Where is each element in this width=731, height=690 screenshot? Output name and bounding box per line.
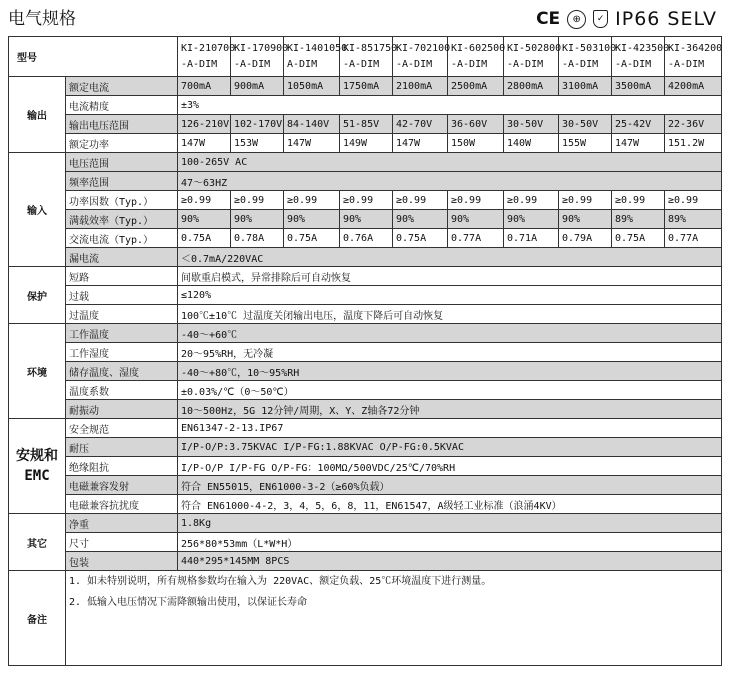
notes-content (66, 571, 722, 666)
model-suffix: -A-DIM (615, 58, 652, 70)
param-label: 绝缘阻抗 (66, 457, 178, 476)
spec-value: 153W (231, 134, 284, 153)
spec-value: I/P-O/P I/P-FG O/P-FG：100MΩ/500VDC/25℃/70%RH (178, 457, 722, 476)
param-label: 包装 (66, 552, 178, 571)
param-label: 电磁兼容抗扰度 (66, 495, 178, 514)
spec-row (9, 305, 722, 324)
spec-row (9, 115, 722, 134)
spec-value: 440*295*145MM 8PCS (178, 552, 722, 571)
spec-value: ±0.03%/℃（0～50℃） (178, 381, 722, 400)
spec-value: 147W (612, 134, 665, 153)
model-suffix: -A-DIM (507, 58, 544, 70)
spec-value: ≤120% (178, 286, 722, 305)
spec-value: 90% (448, 210, 504, 229)
spec-value: ≥0.99 (284, 191, 340, 210)
model-suffix: -A-DIM (343, 58, 380, 70)
spec-row (9, 153, 722, 172)
spec-value: 90% (559, 210, 612, 229)
param-label: 耐振动 (66, 400, 178, 419)
spec-value: 151.2W (665, 134, 722, 153)
spec-value: 47～63HZ (178, 172, 722, 191)
spec-row (9, 324, 722, 343)
spec-value: 90% (231, 210, 284, 229)
spec-value: 90% (284, 210, 340, 229)
spec-value: 89% (612, 210, 665, 229)
spec-row (9, 419, 722, 438)
spec-value: ≥0.99 (393, 191, 448, 210)
param-label: 工作温度 (66, 324, 178, 343)
section-label: 其它 (9, 514, 66, 571)
spec-row (9, 229, 722, 248)
spec-row (9, 400, 722, 419)
spec-row (9, 191, 722, 210)
spec-row (9, 457, 722, 476)
spec-value: 90% (393, 210, 448, 229)
notes-label: 备注 (9, 571, 66, 666)
notes-row (9, 571, 722, 666)
model-suffix: -A-DIM (181, 58, 218, 70)
spec-row (9, 210, 722, 229)
spec-value: ≥0.99 (665, 191, 722, 210)
model-cell (284, 37, 348, 77)
spec-value: 3500mA (612, 77, 665, 96)
model-name: KI-170900 (234, 42, 289, 54)
spec-value: 90% (178, 210, 231, 229)
model-name: KI-364200 (668, 42, 723, 54)
spec-value: 42-70V (393, 115, 448, 134)
spec-value: 0.75A (178, 229, 231, 248)
spec-row (9, 267, 722, 286)
spec-row (9, 172, 722, 191)
param-label: 满载效率（Typ.） (66, 210, 178, 229)
model-suffix: -A-DIM (451, 58, 488, 70)
spec-value: -40～+60℃ (178, 324, 722, 343)
param-label: 频率范围 (66, 172, 178, 191)
model-label: 型号 (9, 37, 178, 77)
spec-value: 2100mA (393, 77, 448, 96)
model-cell (612, 37, 670, 77)
document-title: 电气规格 (8, 9, 76, 29)
spec-value: 84-140V (284, 115, 340, 134)
spec-value: 0.75A (393, 229, 448, 248)
safety-mark-icon: ⊕ (567, 10, 586, 29)
model-name: KI-502800 (507, 42, 562, 54)
model-cell (393, 37, 451, 77)
spec-value: 36-60V (448, 115, 504, 134)
spec-value: ≥0.99 (178, 191, 231, 210)
model-suffix: -A-DIM (668, 58, 705, 70)
section-label: 输出 (9, 77, 66, 153)
spec-value: ≥0.99 (340, 191, 393, 210)
param-label: 工作湿度 (66, 343, 178, 362)
spec-value: 0.75A (284, 229, 340, 248)
spec-value: 90% (504, 210, 559, 229)
spec-value: 51-85V (340, 115, 393, 134)
model-name: KI-851750 (343, 42, 398, 54)
ip-rating: IP66 SELV (615, 8, 717, 30)
spec-value: I/P-O/P:3.75KVAC I/P-FG:1.88KVAC O/P-FG:0.5KVAC (178, 438, 722, 457)
spec-value: 0.79A (559, 229, 612, 248)
section-label: 保护 (9, 267, 66, 324)
model-cell (231, 37, 289, 77)
param-label: 电磁兼容发射 (66, 476, 178, 495)
spec-value: 149W (340, 134, 393, 153)
param-label: 功率因数（Typ.） (66, 191, 178, 210)
spec-value: 2800mA (504, 77, 559, 96)
spec-value: 102-170V (231, 115, 284, 134)
spec-row (9, 362, 722, 381)
spec-value: 126-210V (178, 115, 231, 134)
spec-value: 0.75A (612, 229, 665, 248)
spec-row (9, 533, 722, 552)
param-label: 温度系数 (66, 381, 178, 400)
param-label: 过载 (66, 286, 178, 305)
spec-row (9, 495, 722, 514)
param-label: 电压范围 (66, 153, 178, 172)
spec-value: 140W (504, 134, 559, 153)
spec-value: 90% (340, 210, 393, 229)
spec-value: 符合 EN61000-4-2，3，4，5，6，8，11，EN61547，A级轻工业标准（浪涌4KV） (178, 495, 722, 514)
spec-value: 2500mA (448, 77, 504, 96)
spec-value: 0.71A (504, 229, 559, 248)
spec-value: 1.8Kg (178, 514, 722, 533)
spec-value: 155W (559, 134, 612, 153)
spec-value: ＜0.7mA/220VAC (178, 248, 722, 267)
spec-row (9, 77, 722, 96)
spec-value: EN61347-2-13.IP67 (178, 419, 722, 438)
spec-value: 22-36V (665, 115, 722, 134)
model-suffix: -A-DIM (562, 58, 599, 70)
spec-row (9, 552, 722, 571)
spec-value: 256*80*53mm（L*W*H） (178, 533, 722, 552)
param-label: 电流精度 (66, 96, 178, 115)
spec-value: 符合 EN55015，EN61000-3-2（≥60%负载） (178, 476, 722, 495)
section-label: 输入 (9, 153, 66, 267)
param-label: 储存温度、湿度 (66, 362, 178, 381)
spec-value: 100-265V AC (178, 153, 722, 172)
spec-value: 1050mA (284, 77, 340, 96)
spec-value: 100℃±10℃ 过温度关闭输出电压，温度下降后可自动恢复 (178, 305, 722, 324)
model-cell (448, 37, 504, 77)
spec-row (9, 381, 722, 400)
certification-marks (536, 8, 717, 30)
spec-value: 25-42V (612, 115, 665, 134)
param-label: 过温度 (66, 305, 178, 324)
model-name: KI-602500 (451, 42, 506, 54)
spec-value: 间歇重启模式，异常排除后可自动恢复 (178, 267, 722, 286)
model-row (9, 37, 722, 77)
spec-value: 30-50V (504, 115, 559, 134)
spec-value: 10～500Hz，5G 12分钟/周期，X、Y、Z轴各72分钟 (178, 400, 722, 419)
param-label: 交流电流（Typ.） (66, 229, 178, 248)
spec-value: 4200mA (665, 77, 722, 96)
spec-value: 147W (178, 134, 231, 153)
param-label: 耐压 (66, 438, 178, 457)
spec-table (8, 36, 722, 666)
spec-row (9, 134, 722, 153)
param-label: 安全规范 (66, 419, 178, 438)
model-suffix: -A-DIM (396, 58, 433, 70)
param-label: 额定功率 (66, 134, 178, 153)
param-label: 净重 (66, 514, 178, 533)
section-label: 环境 (9, 324, 66, 419)
ce-mark: CE (536, 9, 561, 29)
spec-row (9, 476, 722, 495)
model-cell (340, 37, 398, 77)
spec-row (9, 514, 722, 533)
param-label: 额定电流 (66, 77, 178, 96)
spec-value: 20～95%RH，无冷凝 (178, 343, 722, 362)
model-name: KI-503100 (562, 42, 617, 54)
model-suffix: A-DIM (287, 58, 318, 70)
param-label: 短路 (66, 267, 178, 286)
spec-value: 150W (448, 134, 504, 153)
spec-value: 147W (393, 134, 448, 153)
param-label: 尺寸 (66, 533, 178, 552)
spec-value: ≥0.99 (448, 191, 504, 210)
spec-value: ≥0.99 (504, 191, 559, 210)
spec-value: 30-50V (559, 115, 612, 134)
spec-value: 1750mA (340, 77, 393, 96)
spec-row (9, 438, 722, 457)
spec-value: -40～+80℃，10～95%RH (178, 362, 722, 381)
spec-row (9, 286, 722, 305)
spec-row (9, 343, 722, 362)
spec-value: 900mA (231, 77, 284, 96)
spec-row (9, 248, 722, 267)
model-cell (665, 37, 722, 77)
model-cell (178, 37, 236, 77)
spec-value: 0.76A (340, 229, 393, 248)
spec-value: 0.77A (665, 229, 722, 248)
spec-value: 89% (665, 210, 722, 229)
spec-value: 0.77A (448, 229, 504, 248)
spec-value: ≥0.99 (612, 191, 665, 210)
section-label: 安规和EMC (9, 419, 66, 514)
model-name: KI-702100 (396, 42, 451, 54)
spec-value: 700mA (178, 77, 231, 96)
header (0, 0, 731, 36)
model-cell (559, 37, 617, 77)
spec-value: 0.78A (231, 229, 284, 248)
param-label: 输出电压范围 (66, 115, 178, 134)
spec-value: ≥0.99 (559, 191, 612, 210)
note-item: 2. 低输入电压情况下需降额输出使用，以保证长寿命 (69, 597, 308, 608)
note-item: 1. 如未特别说明，所有规格参数均在输入为 220VAC、额定负载、25℃环境温度下进行测量。 (69, 576, 492, 587)
param-label: 漏电流 (66, 248, 178, 267)
spec-value: 147W (284, 134, 340, 153)
model-name: KI-423500 (615, 42, 670, 54)
model-name: KI-210700 (181, 42, 236, 54)
shield-mark-icon: ✓ (593, 10, 608, 28)
spec-value: 3100mA (559, 77, 612, 96)
spec-value: ±3% (178, 96, 722, 115)
model-suffix: -A-DIM (234, 58, 271, 70)
model-name: KI-1401050 (287, 42, 348, 54)
model-cell (504, 37, 562, 77)
spec-value: ≥0.99 (231, 191, 284, 210)
spec-row (9, 96, 722, 115)
